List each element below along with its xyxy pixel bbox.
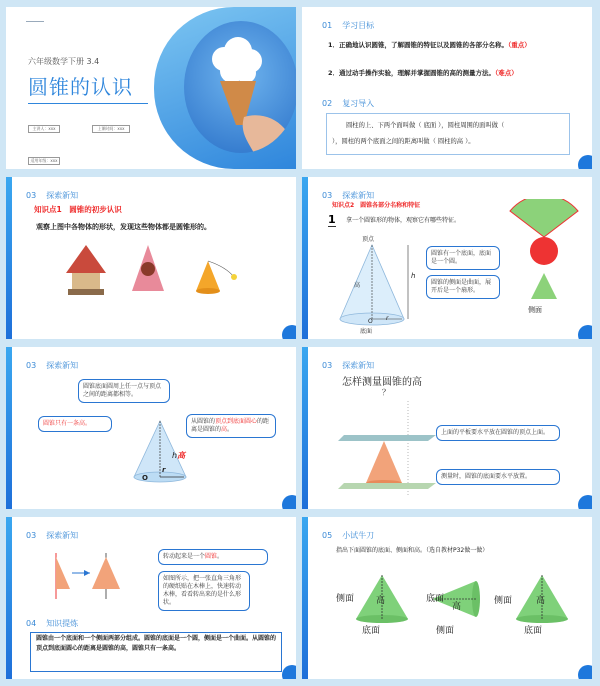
- cone3-base-label: 底面: [524, 626, 543, 636]
- section-header: 03 探索新知: [26, 531, 79, 540]
- corner-deco: [578, 495, 592, 509]
- slide-cover[interactable]: [6, 7, 296, 169]
- label-h: h高: [172, 451, 186, 460]
- corner-deco: [282, 665, 296, 679]
- section-header-goals: 01 学习目标: [322, 21, 375, 30]
- tower-image: [62, 243, 110, 297]
- review-box: [326, 113, 570, 155]
- corner-deco: [578, 665, 592, 679]
- goal-1: 1．正确地认识圆锥，了解圆锥的特征以及圆锥的各部分名称。（重点）: [328, 41, 531, 49]
- cone2-high-label: 高: [452, 602, 462, 612]
- chip-time: 上课时间：xxx: [92, 125, 130, 133]
- section-header: 03 探索新知: [322, 191, 375, 200]
- cover-photo-circle: [184, 21, 296, 153]
- knowledge-point-1: 知识点1 圆锥的初步认识: [34, 205, 122, 214]
- callout-side-surface: 圆锥的侧面是曲面，展开后是一个扇形。: [426, 275, 500, 299]
- side-bar: [6, 347, 12, 509]
- label-side-surface: 侧面: [528, 306, 542, 314]
- side-bar: [302, 517, 308, 679]
- cone-height-diagram: [130, 415, 200, 495]
- measure-heading: 怎样测量圆锥的高: [342, 377, 422, 388]
- callout-equal-distance: 圆锥底面圆周上任一点与顶点之间的距离都相等。: [78, 379, 170, 403]
- cone3-side-label: 侧面: [494, 596, 513, 606]
- corner-deco: [282, 325, 296, 339]
- slide-explore-5[interactable]: [6, 517, 296, 679]
- slide-explore-3[interactable]: [6, 347, 296, 509]
- label-r: r: [386, 315, 389, 322]
- corner-deco: [578, 155, 592, 169]
- toy-cone-image: [128, 243, 168, 297]
- cone2-base-label: 底面: [426, 594, 445, 604]
- goal-2: 2．通过动手操作实验，理解并掌握圆锥的高的测量方法。（难点）: [328, 69, 518, 77]
- callout-height-definition: 从圆锥的顶点到底面圆心的距离是圆锥的高。: [186, 414, 276, 438]
- section-header: 03 探索新知: [26, 361, 79, 370]
- label-o: O: [368, 318, 373, 325]
- knowledge-point-2: 知识点2 圆锥各部分名称和特征: [332, 202, 421, 209]
- review-line-2: ），圆柱的两个底面之间的距离叫做（ 圆柱的高 ）。: [332, 138, 475, 145]
- section-header: 05 小试牛刀: [322, 531, 375, 540]
- cover-subtitle: 六年级数学下册 3.4: [28, 57, 100, 66]
- callout-base-circle: 圆锥有一个底面，底面是一个圆。: [426, 246, 500, 270]
- party-hat-image: [186, 257, 242, 297]
- label-r: r: [162, 466, 166, 474]
- label-vertex: 顶点: [362, 236, 375, 243]
- side-bar: [6, 517, 12, 679]
- title-underline: [28, 103, 148, 104]
- side-bar: [302, 347, 308, 509]
- step-intro: 拿一个圆锥形的物体，观察它有哪些特征。: [346, 217, 461, 224]
- side-bar: [302, 177, 308, 339]
- review-line-1: 圆柱的上、下两个面叫做（ 底面 ），圆柱周围的面叫做（: [346, 122, 505, 129]
- summary-text: 圆锥由一个底面和一个侧面两部分组成。圆锥的底面是一个圆，侧面是一个曲面。从圆锥的顶点到底面圆心的距离是圆锥的高，圆锥只有一条高。: [36, 635, 277, 652]
- cone-diagram: [332, 235, 422, 335]
- observe-text: 观察上图中各物体的形状，发现这些物体都是圆锥形的。: [36, 223, 211, 231]
- cone2-side-label: 侧面: [436, 626, 455, 636]
- corner-deco: [282, 495, 296, 509]
- label-side: 高: [354, 282, 361, 289]
- deco-line: [26, 21, 44, 22]
- slide-practice[interactable]: [302, 517, 592, 679]
- section-header-review: 02 复习导入: [322, 99, 375, 108]
- chip-presenter: 主讲人：xxx: [28, 125, 60, 133]
- slide-explore-1[interactable]: [6, 177, 296, 339]
- cover-title: 圆锥的认识: [28, 75, 133, 99]
- callout-base-level: 测量时，圆锥的底面要水平放置。: [436, 469, 560, 485]
- slide-goals[interactable]: [302, 7, 592, 169]
- side-bar: [6, 177, 12, 339]
- callout-top-plate: 上面的平板要水平放在圆锥的顶点上面。: [436, 425, 560, 441]
- label-o: O: [142, 474, 148, 482]
- triangle-flag-diagram: [46, 549, 126, 605]
- callout-rotate-cone: 转动起来是一个圆锥。: [158, 549, 268, 565]
- section-header: 03 探索新知: [322, 361, 375, 370]
- section-header-summary: 04 知识提炼: [26, 619, 79, 628]
- cone1-high-label: 高: [376, 596, 386, 606]
- cone-net-diagram: [504, 199, 584, 299]
- corner-deco: [578, 325, 592, 339]
- label-h: h: [411, 272, 416, 280]
- cone-measure-diagram: [336, 395, 446, 505]
- question-mark: ？: [382, 388, 390, 397]
- callout-instructions: 如图所示，把一张直角三角形的硬纸贴在木棒上，快速转动木棒，看看转出来的是什么形状。: [158, 571, 250, 611]
- label-base: 底面: [360, 328, 373, 335]
- step-number: 1: [328, 213, 336, 226]
- slide-explore-2[interactable]: [302, 177, 592, 339]
- slide-explore-4[interactable]: [302, 347, 592, 509]
- icecream-cone-illustration: [184, 21, 296, 153]
- chip-grade: 适用年级：xxx: [28, 157, 60, 165]
- cone3-high-label: 高: [536, 596, 546, 606]
- cone1-side-label: 侧面: [336, 594, 355, 604]
- callout-one-height: 圆锥只有一条高。: [38, 416, 112, 432]
- section-header: 03 探索新知: [26, 191, 79, 200]
- practice-instructions: 指出下面圆锥的底面、侧面和高。（选自教材P32做一做）: [336, 547, 489, 554]
- cone1-base-label: 底面: [362, 626, 381, 636]
